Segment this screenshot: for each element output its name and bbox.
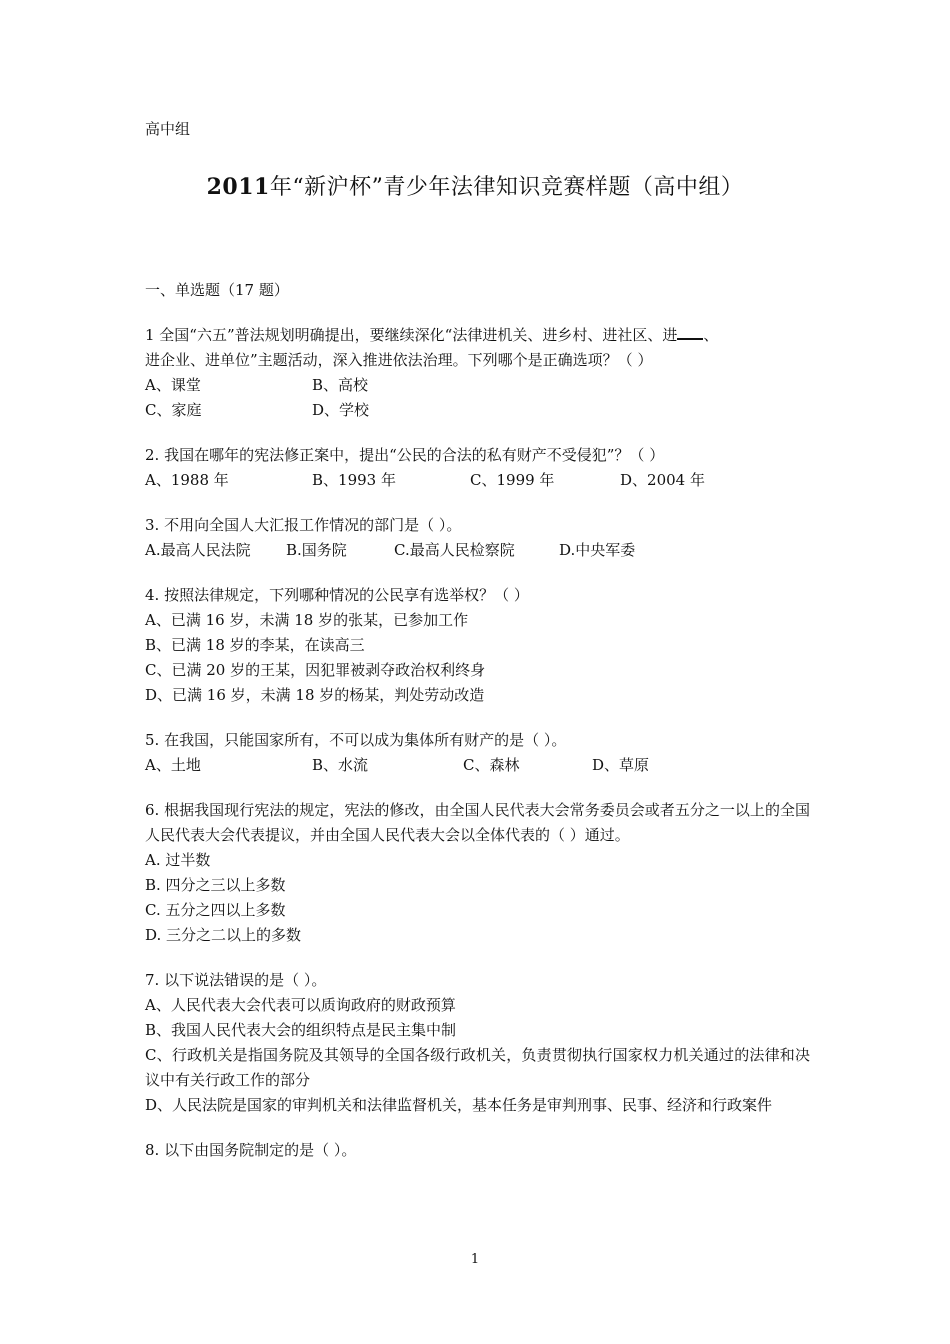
- question-8-text: 8. 以下由国务院制定的是（ ）。: [145, 1141, 357, 1159]
- question-3: [145, 513, 810, 563]
- option-c: C. 五分之四以上多数: [145, 901, 286, 919]
- question-6-text: 6. 根据我国现行宪法的规定，宪法的修改，由全国人民代表大会常务委员会或者五分之一以上的全国人民代表大会代表提议，并由全国人民代表大会以全体代表的（ ）通过。: [145, 801, 810, 844]
- option-a: A、人民代表大会代表可以质询政府的财政预算: [145, 996, 456, 1014]
- option-a: A、1988 年: [145, 471, 229, 489]
- option-c: C、已满 20 岁的王某，因犯罪被剥夺政治权利终身: [145, 661, 486, 679]
- option-c: C、1999 年: [470, 471, 555, 489]
- option-d: D. 三分之二以上的多数: [145, 926, 302, 944]
- question-7: [145, 968, 810, 1118]
- question-1-text-tail: 、: [703, 326, 719, 344]
- question-5: [145, 728, 810, 778]
- question-8: [145, 1138, 810, 1163]
- question-3-text: 3. 不用向全国人大汇报工作情况的部门是（ ）。: [145, 516, 462, 534]
- title-year: 2011: [206, 174, 270, 200]
- option-b: B、高校: [312, 376, 369, 394]
- option-c: C、森林: [463, 756, 520, 774]
- option-a: A、土地: [145, 756, 201, 774]
- option-c: C、家庭: [145, 401, 202, 419]
- option-d: D、已满 16 岁，未满 18 岁的杨某，判处劳动改造: [145, 686, 485, 704]
- options-row: [145, 398, 810, 423]
- option-d: D、学校: [312, 401, 370, 419]
- option-b: B、水流: [312, 756, 369, 774]
- options-row: [145, 373, 810, 398]
- option-a: A、已满 16 岁，未满 18 岁的张某，已参加工作: [145, 611, 469, 629]
- options-row: [145, 753, 810, 778]
- question-1-line1: [145, 323, 810, 348]
- question-4: [145, 583, 810, 708]
- options-row: [145, 468, 810, 493]
- option-a: A、课堂: [145, 376, 201, 394]
- question-list: [145, 278, 810, 1163]
- option-b: B. 四分之三以上多数: [145, 876, 286, 894]
- options-row: [145, 538, 810, 563]
- option-a: A.最高人民法院: [145, 541, 251, 559]
- option-b: B、已满 18 岁的李某，在读高三: [145, 636, 365, 654]
- section-heading: 一、单选题（17 题）: [145, 281, 289, 299]
- option-d: D、2004 年: [620, 471, 705, 489]
- option-b: B、我国人民代表大会的组织特点是民主集中制: [145, 1021, 457, 1039]
- question-6: [145, 798, 810, 948]
- option-c: C、行政机关是指国务院及其领导的全国各级行政机关，负责贯彻执行国家权力机关通过的法律和决议中有关行政工作的部分: [145, 1046, 810, 1089]
- question-1-line2: 进企业、进单位”主题活动，深入推进依法治理。下列哪个是正确选项？（ ）: [145, 351, 653, 369]
- option-b: B、1993 年: [312, 471, 396, 489]
- question-2: [145, 443, 810, 493]
- question-5-text: 5. 在我国，只能国家所有，不可以成为集体所有财产的是（ ）。: [145, 731, 567, 749]
- group-label: 高中组: [145, 120, 191, 138]
- question-2-text: 2. 我国在哪年的宪法修正案中，提出“公民的合法的私有财产不受侵犯”？（ ）: [145, 446, 665, 464]
- question-1: [145, 323, 810, 423]
- option-c: C.最高人民检察院: [394, 541, 515, 559]
- question-1-text: 1 全国“六五”普法规划明确提出，要继续深化“法律进机关、进乡村、进社区、进: [145, 326, 678, 344]
- option-a: A. 过半数: [145, 851, 211, 869]
- question-4-text: 4. 按照法律规定，下列哪种情况的公民享有选举权？（ ）: [145, 586, 529, 604]
- title-text: 年“新沪杯”青少年法律知识竞赛样题（高中组）: [269, 175, 744, 200]
- question-7-text: 7. 以下说法错误的是（ ）。: [145, 971, 327, 989]
- page-number: 1: [470, 1252, 480, 1267]
- option-d: D、人民法院是国家的审判机关和法律监督机关，基本任务是审判刑事、民事、经济和行政案件: [145, 1096, 773, 1114]
- option-b: B.国务院: [286, 541, 347, 559]
- fill-blank: [677, 323, 703, 340]
- page-title: [0, 170, 950, 201]
- option-d: D.中央军委: [559, 541, 636, 559]
- option-d: D、草原: [592, 756, 650, 774]
